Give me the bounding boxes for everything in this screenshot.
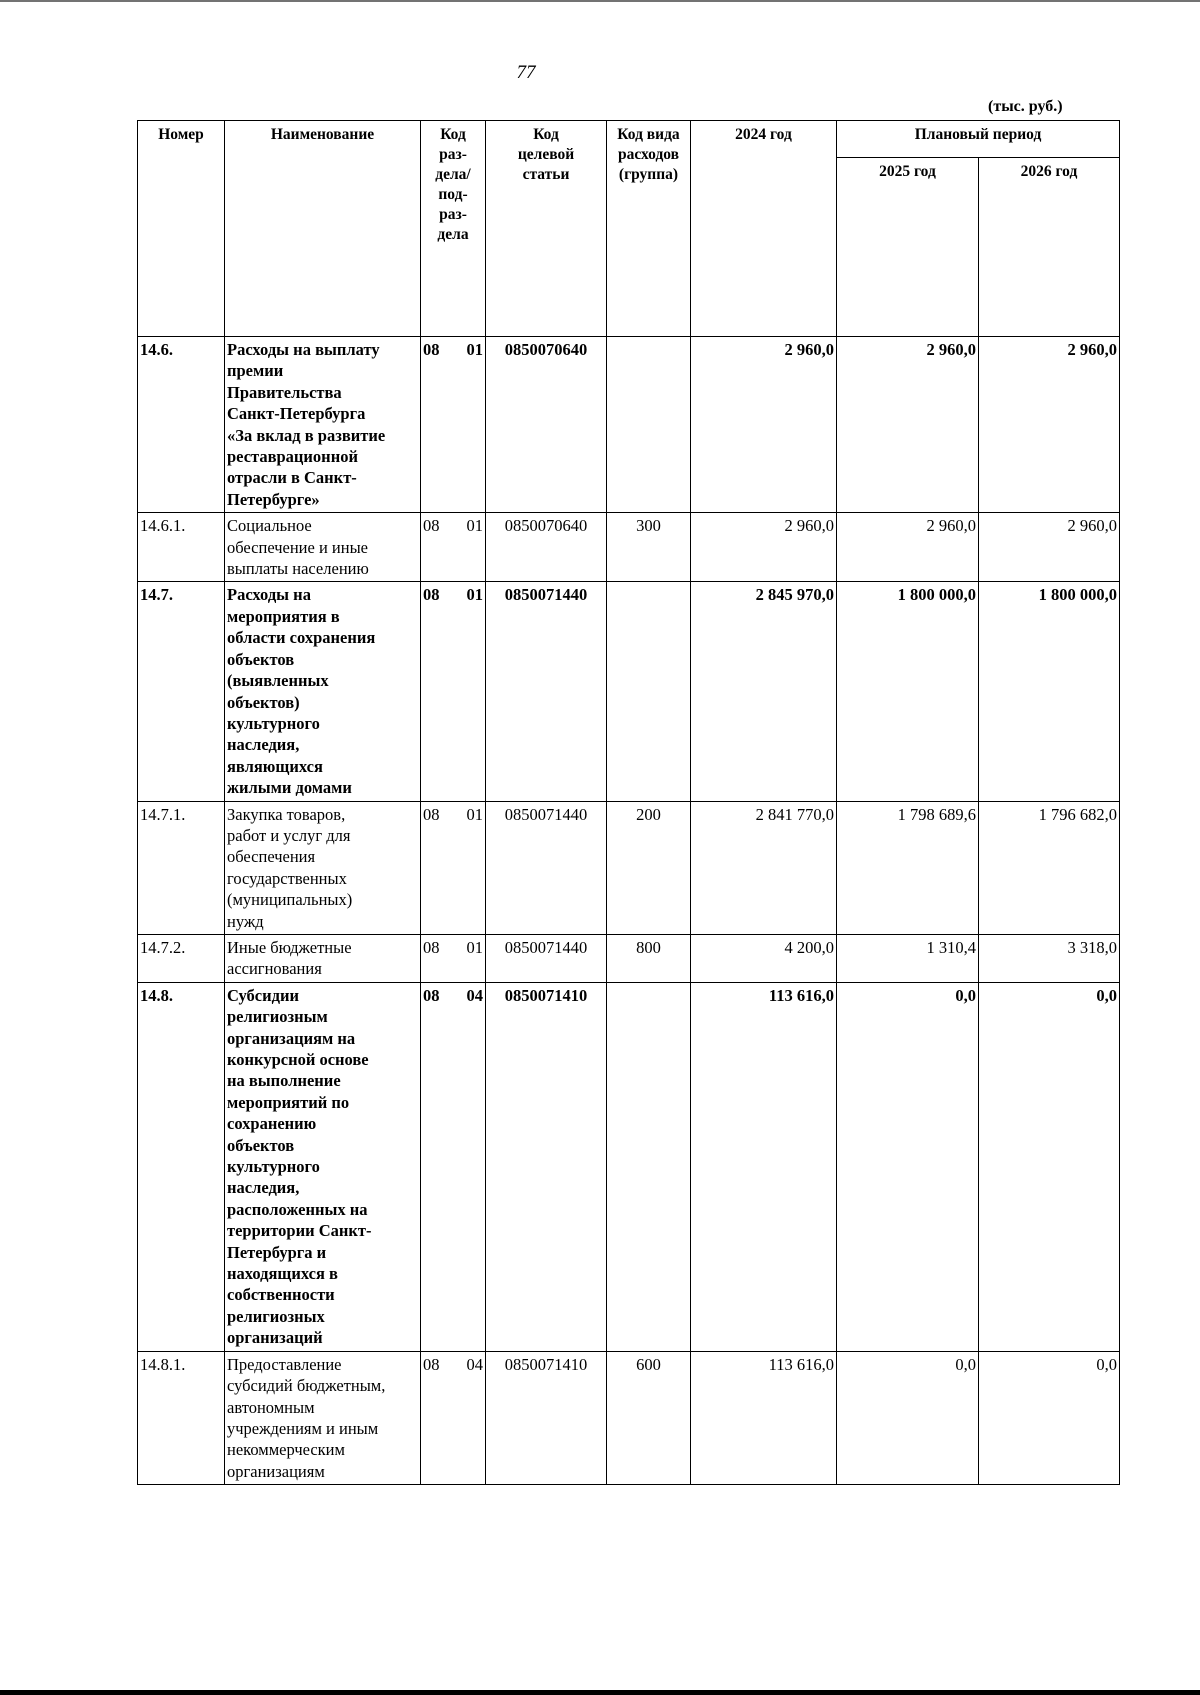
header-section-code-line: раз- (439, 206, 467, 223)
page-number: 77 (516, 62, 536, 83)
row-expense-type (607, 337, 691, 513)
header-year-2026: 2026 год (979, 158, 1120, 337)
row-name-line: субсидий бюджетным, (227, 1376, 386, 1396)
row-name-line: «За вклад в развитие (227, 425, 386, 445)
row-name-line: обеспечение и иные (227, 537, 368, 557)
row-section: 08 (423, 516, 440, 536)
row-year-2024: 2 841 770,0 (691, 801, 837, 934)
row-name-line: организациям на (227, 1028, 356, 1048)
row-section: 08 (423, 985, 440, 1005)
row-name (225, 982, 421, 1351)
header-row (138, 121, 1120, 158)
row-name-line: объектов (227, 1135, 295, 1155)
header-year-2024: 2024 год (691, 121, 837, 337)
row-year-2025: 2 960,0 (837, 337, 979, 513)
row-name-line: наследия, (227, 735, 300, 755)
row-subsection: 04 (466, 1354, 483, 1374)
row-name-line: Закупка товаров, (227, 804, 346, 824)
row-name-line: религиозных (227, 1306, 325, 1326)
row-name-line: Петербурга и (227, 1242, 327, 1262)
row-year-2024: 113 616,0 (691, 1351, 837, 1484)
row-name-line: Иные бюджетные (227, 937, 352, 957)
scan-bottom-edge (0, 1690, 1200, 1695)
row-name-line: Санкт-Петербурга (227, 404, 366, 424)
header-section-code (421, 121, 486, 337)
row-section: 08 (423, 1354, 440, 1374)
row-number: 14.7.2. (138, 934, 225, 982)
row-year-2024: 2 845 970,0 (691, 582, 837, 801)
row-section-code (421, 582, 486, 801)
row-year-2025: 0,0 (837, 1351, 979, 1484)
row-year-2026: 0,0 (979, 1351, 1120, 1484)
row-expense-type: 200 (607, 801, 691, 934)
row-year-2025: 1 310,4 (837, 934, 979, 982)
row-section-code (421, 337, 486, 513)
row-name-line: наследия, (227, 1178, 300, 1198)
row-number: 14.8.1. (138, 1351, 225, 1484)
header-expense-type (607, 121, 691, 337)
row-name (225, 801, 421, 934)
row-target-code: 0850071410 (486, 1351, 607, 1484)
row-year-2025: 1 800 000,0 (837, 582, 979, 801)
header-section-code-line: дела/ (435, 166, 471, 183)
row-section: 08 (423, 340, 440, 359)
table-row (138, 582, 1120, 801)
row-name-line: мероприятий по (227, 1092, 350, 1112)
row-name-line: находящихся в (227, 1264, 338, 1284)
row-name-line: некоммерческим (227, 1440, 345, 1460)
header-section-code-line: дела (437, 226, 469, 243)
row-number: 14.7. (138, 582, 225, 801)
row-name-line: области сохранения (227, 628, 376, 648)
row-year-2025: 0,0 (837, 982, 979, 1351)
row-target-code: 0850070640 (486, 337, 607, 513)
row-name-line: Расходы на (227, 585, 311, 605)
row-name-line: (муниципальных) (227, 890, 353, 910)
row-year-2026: 1 796 682,0 (979, 801, 1120, 934)
row-year-2026: 2 960,0 (979, 337, 1120, 513)
row-target-code: 0850071440 (486, 934, 607, 982)
row-name-line: обеспечения (227, 847, 316, 867)
row-name-line: Предоставление (227, 1354, 342, 1374)
row-name-line: организаций (227, 1328, 323, 1348)
row-expense-type (607, 982, 691, 1351)
row-target-code: 0850071410 (486, 982, 607, 1351)
row-name-line: государственных (227, 868, 347, 888)
budget-table (137, 120, 1120, 1485)
row-subsection: 01 (466, 937, 483, 957)
row-name (225, 934, 421, 982)
header-target-code-line: целевой (517, 146, 575, 163)
row-name-line: отрасли в Санкт- (227, 468, 357, 488)
header-section-code-line: раз- (439, 146, 467, 163)
table-row (138, 801, 1120, 934)
row-year-2024: 4 200,0 (691, 934, 837, 982)
row-name-line: на выполнение (227, 1071, 341, 1091)
row-year-2025: 1 798 689,6 (837, 801, 979, 934)
header-target-code (486, 121, 607, 337)
header-name: Наименование (225, 121, 421, 337)
row-name-line: религиозным (227, 1007, 328, 1027)
row-name (225, 513, 421, 582)
row-year-2026: 0,0 (979, 982, 1120, 1351)
row-name-line: автономным (227, 1397, 315, 1417)
row-name (225, 337, 421, 513)
header-expense-type-line: расходов (617, 146, 680, 163)
table-row (138, 982, 1120, 1351)
row-name-line: объектов) (227, 692, 300, 712)
row-target-code: 0850071440 (486, 582, 607, 801)
table-row (138, 934, 1120, 982)
row-section-code (421, 513, 486, 582)
row-year-2024: 2 960,0 (691, 337, 837, 513)
row-name-line: Социальное (227, 516, 312, 536)
row-section: 08 (423, 937, 440, 957)
header-target-code-line: Код (533, 126, 559, 143)
scan-top-edge (0, 0, 1200, 2)
row-name-line: Субсидии (227, 985, 299, 1005)
row-year-2026: 1 800 000,0 (979, 582, 1120, 801)
header-planned-period: Плановый период (837, 121, 1120, 158)
row-name-line: реставрационной (227, 447, 358, 467)
row-expense-type: 300 (607, 513, 691, 582)
row-number: 14.7.1. (138, 801, 225, 934)
row-year-2026: 3 318,0 (979, 934, 1120, 982)
row-name-line: организациям (227, 1461, 325, 1481)
table-body (138, 337, 1120, 1485)
row-name-line: конкурсной основе (227, 1050, 369, 1069)
row-name-line: Петербурге» (227, 489, 320, 509)
row-target-code: 0850070640 (486, 513, 607, 582)
header-expense-type-line: Код вида (617, 126, 680, 143)
row-year-2024: 113 616,0 (691, 982, 837, 1351)
row-year-2026: 2 960,0 (979, 513, 1120, 582)
table-row (138, 1351, 1120, 1484)
row-section-code (421, 934, 486, 982)
row-expense-type: 800 (607, 934, 691, 982)
row-name (225, 1351, 421, 1484)
row-section: 08 (423, 585, 440, 605)
row-name-line: нужд (227, 911, 264, 931)
row-subsection: 01 (466, 585, 483, 605)
row-subsection: 01 (466, 804, 483, 824)
header-target-code-line: статьи (522, 166, 570, 183)
row-section-code (421, 982, 486, 1351)
row-name-line: расположенных на (227, 1199, 368, 1219)
header-section-code-line: Код (440, 126, 466, 143)
header-expense-type-line: (группа) (618, 166, 679, 183)
row-name-line: ассигнования (227, 959, 322, 979)
table-row (138, 513, 1120, 582)
row-section-code (421, 1351, 486, 1484)
row-name-line: являющихся (227, 756, 323, 776)
row-section-code (421, 801, 486, 934)
header-section-code-line: под- (438, 186, 468, 203)
row-expense-type (607, 582, 691, 801)
row-name (225, 582, 421, 801)
header-year-2025: 2025 год (837, 158, 979, 337)
row-name-line: культурного (227, 1157, 320, 1177)
row-subsection: 04 (466, 985, 483, 1005)
row-number: 14.6. (138, 337, 225, 513)
header-number: Номер (138, 121, 225, 337)
row-name-line: мероприятия в (227, 606, 340, 626)
row-number: 14.8. (138, 982, 225, 1351)
row-subsection: 01 (466, 516, 483, 536)
row-name-line: выплаты населению (227, 559, 369, 579)
row-name-line: объектов (227, 649, 295, 669)
row-name-line: учреждениям и иным (227, 1418, 379, 1438)
units-label: (тыс. руб.) (988, 98, 1063, 115)
row-expense-type: 600 (607, 1351, 691, 1484)
row-name-line: Правительства (227, 382, 342, 402)
row-year-2024: 2 960,0 (691, 513, 837, 582)
row-name-line: территории Санкт- (227, 1221, 372, 1241)
row-name-line: жилыми домами (227, 778, 352, 798)
table-row (138, 337, 1120, 513)
row-name-line: культурного (227, 713, 320, 733)
row-subsection: 01 (466, 340, 483, 359)
row-name-line: работ и услуг для (227, 825, 351, 845)
row-name-line: сохранению (227, 1114, 317, 1134)
row-name-line: (выявленных (227, 671, 329, 691)
row-year-2025: 2 960,0 (837, 513, 979, 582)
row-name-line: собственности (227, 1285, 335, 1305)
row-name-line: Расходы на выплату (227, 340, 380, 359)
row-number: 14.6.1. (138, 513, 225, 582)
row-name-line: премии (227, 361, 284, 381)
row-target-code: 0850071440 (486, 801, 607, 934)
row-section: 08 (423, 804, 440, 824)
